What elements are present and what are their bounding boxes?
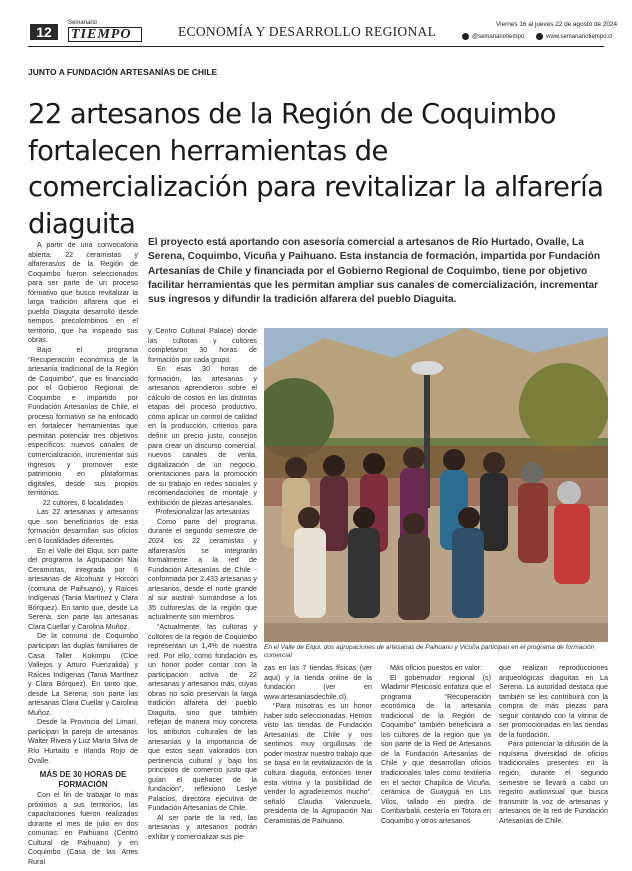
paragraph: Como parte del programa, durante el segundo semestre de 2024 los 22 ceramistas y alfareras/os se integrarán formalmente a la red de Fundación Artesanías de Chile -conformada por 2.433 artesanas y artesanos, desde el norte grande al sur austral- sumándose a los 35 cultores/as de la región que actualmente son miembros. — [148, 517, 257, 622]
paragraph: En esas 30 horas de formación, las artesanas y artesanos aprendieron sobre el cálculo de costos en las distintas etapas del proceso productivo, cómo aplicar un control de calidad en la producción, criterios para definir un precio justo, consejos para crear un discurso comercial, nuevos canales de venta, digitalización de un negocio, orientaciones para la promoción de su trabajo en redes sociales y recomendaciones de montaje y exhibición de piezas artesanales. — [148, 365, 257, 507]
paragraph: Las 22 artesanas y artesanos que son beneficiarios de esta formación desarrollan sus oficios en 6 localidades diferentes. — [28, 508, 138, 545]
paragraph: que realizan reproducciones arqueológicas diaguitas en La Serena. La autoridad destaca que también se les contribuirá con la compra de más piezas para seguir contando con la vitrina de ser promocionadas en las tiendas de la fundación. — [499, 664, 608, 739]
website-link[interactable]: www.semanariotiempo.cl — [546, 33, 613, 40]
text-column-4 — [381, 664, 491, 826]
paragraph: Bajo el programa “Recuperación económica de la artesanía tradicional de la Región de Coquimbo”, que es financiado por el Gobierno Regional de Coquimbo e impartido por Fundación Artesanías de Chile, el proceso formativo se ha enfocado en fortalecer herramientas que permitan potenciar tres objetivos específicos: nuevos canales de comercialización, incrementar sus ingresos y promover este patrimonio en plataformas digitales, desde sus propios territorios. — [28, 346, 138, 498]
paragraph: y Centro Cultural Palace) donde las cultoras y cultores completaron 30 horas de formación por cada grupo. — [148, 327, 257, 364]
paragraph: De la comuna de Coquimbo participan las duplas familiares de Casa Taller Kokimpu (Cloe Vallejos y Arturo Fuenzalida) y Raíces Indígenas (Tania Martínez y Clara Bórquez). En tanto que, desde La Serena, son parte las artesanas Clara Cuellar y Carolina Muñoz. — [28, 632, 138, 717]
paragraph-subtitle: 22 cultores, 6 localidades — [42, 498, 124, 507]
article-photo — [264, 328, 608, 642]
text-column-3 — [264, 664, 372, 826]
header-rule — [28, 46, 604, 47]
issue-date: Viernes 16 al jueves 22 de agosto de 2024 — [496, 21, 618, 28]
paragraph: “Para nosotras es un honor haber sido seleccionadas. Hemos visto las tiendas de Fundación Artesanías de Chile y nos sentimos muy orgullosas de poder mostrar nuestro trabajo que se basa en la revitalización de la cultura diaguita, entonces tener esta vitrina y la posibilidad de vender lo agradecemos mucho”, señaló Claudia Valenzuela, presidenta de la Agrupación Nai Ceramistas de Paihuano. — [264, 702, 372, 825]
article-subhead: MÁS DE 30 HORAS DE FORMACIÓN — [39, 770, 127, 790]
article-lead: El proyecto está aportando con asesoría comercial a artesanos de Río Hurtado, Ovalle, La Serena, Coquimbo, Vicuña y Paihuano. Esta instancia de formación, impartida por Fundación Artesanías de Chile y financiada por el Gobierno Regional de Coquimbo, tiene por objetivo facilitar herramientas que les permitan ampliar sus canales de comercialización, incrementar sus ingresos y difundir la tradición alfarera del pueblo Diaguita. — [148, 237, 601, 306]
paragraph: Con el fin de trabajar lo más próximos a sus territorios, las capacitaciones fueron realizadas durante el mes de julio en dos comunas: en Paihuano (Centro Cultural de Paihuano) y en Coquimbo (Casa de las Artes Rural — [28, 791, 138, 866]
globe-icon — [536, 33, 543, 40]
logo-main-text: TIEMPO — [68, 27, 142, 42]
page-number: 12 — [30, 24, 58, 40]
facebook-handle: @semanariotiempo — [472, 33, 525, 40]
photo-caption: En el Valle de Elqui, dos agrupaciones de artesanas de Paihuano y Vicuña participan en el programa de formación comercial — [264, 644, 595, 660]
social-links — [462, 33, 612, 40]
newspaper-logo — [68, 20, 142, 42]
paragraph: El gobernador regional (s) Wladimir Pleticosic enfatiza que el programa “Recuperación económica de la artesanía tradicional de la Región de Coquimbo” también beneficiará a los cultores de la región que ya son parte de la Red de Artesanos de la Fundación Artesanías de Chile y que desarrollan oficios tradicionales tales como textilería en el sector Chapilca de Vicuña, cerámica de Guayguá en Los Vilos, tallado en piedra de Combarbalá, cestería en Totora en Coquimbo y otros artesanos — [381, 673, 491, 825]
paragraph-subtitle: Más oficios puestos en valor: — [389, 664, 483, 672]
paragraph: “Actualmente, las cultoras y cultores de la región de Coquimbo representan un 1,4% de nuestra red. Por ello, como fundación es un honor poder contar con la participación activa de 22 artesanas y artesanos más, cuyas obras no solo preservan la larga tradición alfarera del pueblo Diaguita, sino que también reflejan de manera muy concreta los atributos culturales de las artesanías y la importancia de que estos sean valorados con pertinencia cultural y bajo los principios de comercio justo que guían el quehacer de la fundación”, reflexionó Leslye Palacios, directora ejecutiva de Fundación Artesanías de Chile. — [148, 622, 257, 813]
article-headline: 22 artesanos de la Región de Coquimbo fortalecen herramientas de comercialización para revitalizar la alfarería diaguita — [28, 98, 604, 240]
paragraph-subtitle: Profesionalizar las artesanías — [155, 508, 250, 517]
paragraph: Desde la Provincia del Limarí, participan la pareja de artesanos Walter Rivera y Luz María Silva de Río Hurtado e Irlanda Rojo de Ovalle. — [28, 718, 138, 765]
text-column-1 — [28, 241, 138, 867]
paragraph: En el Valle del Elqui, son parte del programa la Agrupación Nai Ceramistas, integrada por 6 artesanas de Alcohuaz y Horcón (comuna de Paihuano), y Raíces Indígenas (Tania Martínez y Clara Bórquez). En tanto que, desde La Serena, son parte las artesanas Clara Cuellar y Carolina Muñoz. — [28, 546, 138, 631]
section-title: ECONOMÍA Y DESARROLLO REGIONAL — [178, 24, 437, 39]
logo-small-text: Semanario — [68, 20, 98, 26]
paragraph: Al ser parte de la red, las artesanas y artesanos podrán exhibir y comercializar sus pie- — [148, 813, 257, 841]
article-kicker: JUNTO A FUNDACIÓN ARTESANÍAS DE CHILE — [28, 67, 218, 77]
text-column-2 — [148, 327, 257, 843]
facebook-icon — [462, 33, 469, 40]
paragraph: zas en las 7 tiendas físicas (ver aquí) y la tienda online de la fundación (ver en www.artesaniasdechile.cl). — [264, 664, 372, 701]
paragraph: Para potenciar la difusión de la riquísima diversidad de oficios tradicionales presentes en la región, durante el segundo semestre se llevará a cabo un registro audiovisual que busca transmitir la voz de artesanas y artesanos de la red de Fundación Artesanías de Chile. — [499, 740, 608, 825]
text-column-5 — [499, 664, 608, 826]
paragraph: A partir de una convocatoria abierta, 22 ceramistas y alfareras/os de la Región de Coquimbo fueron seleccionados para ser parte de un proceso formativo que busca revitalizar la larga tradición alfarera que el pueblo Diaguita desarrolló desde tiempos precolombinos en el territorio, que ha inspirado sus obras. — [28, 241, 138, 345]
artisans-group-photo — [264, 328, 608, 642]
